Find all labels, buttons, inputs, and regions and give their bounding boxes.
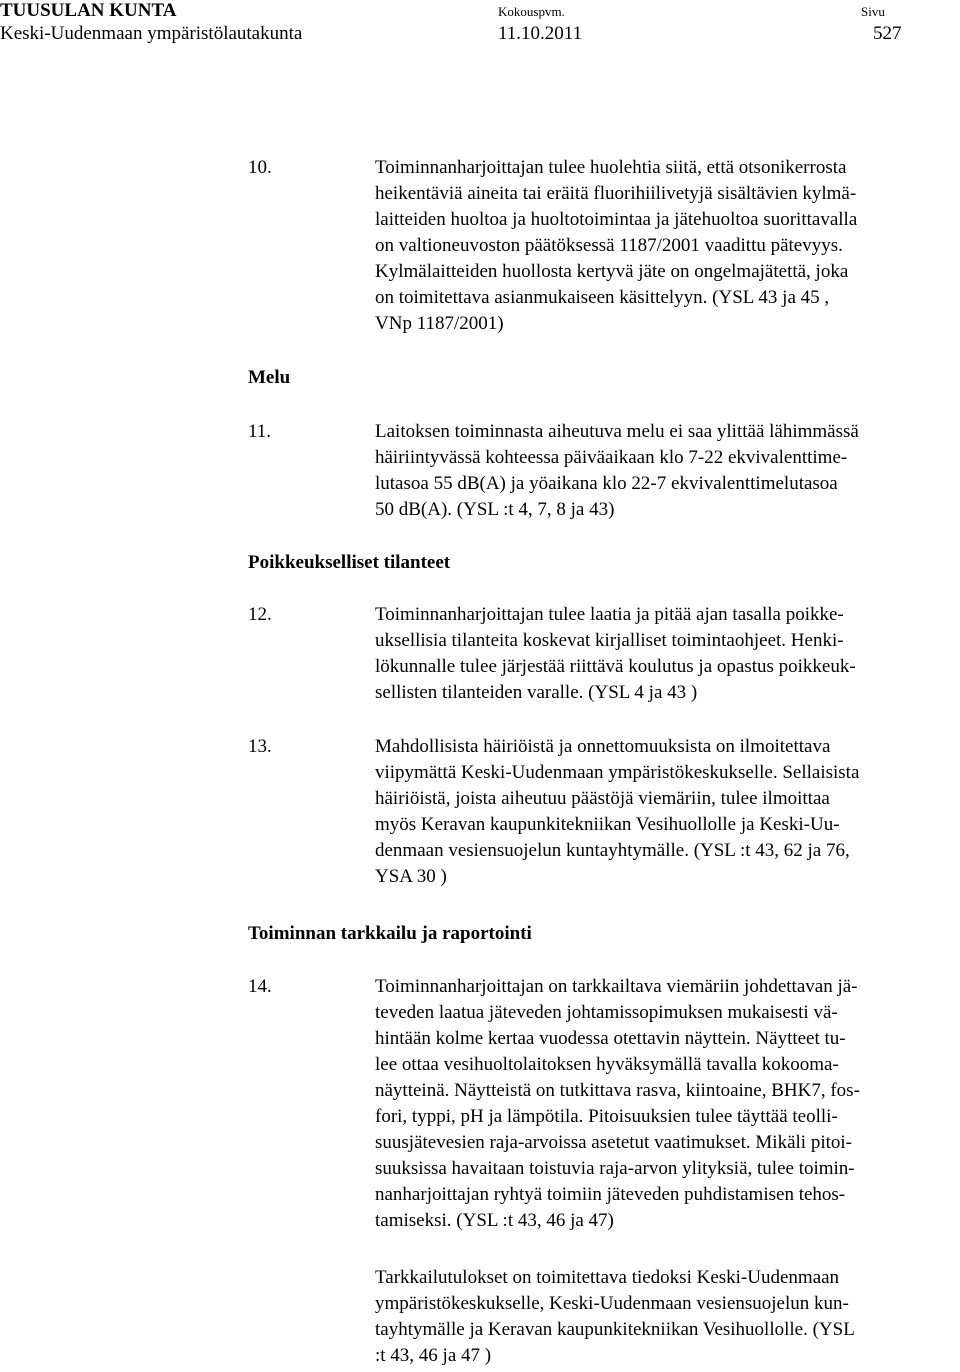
item-text-line: Kylmälaitteiden huollosta kertyvä jäte on ongelmajätettä, joka	[375, 261, 849, 282]
item-number: 11.	[248, 421, 272, 442]
section-heading: Toiminnan tarkkailu ja raportointi	[248, 923, 532, 944]
item-number: 14.	[248, 976, 272, 997]
page-number: 527	[873, 23, 902, 44]
item-text-line: näytteinä. Näytteistä on tutkittava rasva, kiintoaine, BHK7, fos-	[375, 1080, 860, 1101]
item-text-line: lee ottaa vesihuoltolaitoksen hyväksymällä tavalla kokooma-	[375, 1054, 839, 1075]
item-text-line: Toiminnanharjoittajan tulee huolehtia siitä, että otsonikerrosta	[375, 157, 847, 178]
item-text-line: denmaan vesiensuojelun kuntayhtymälle. (YSL :t 43, 62 ja 76,	[375, 840, 850, 861]
organization-name: TUUSULAN KUNTA	[0, 0, 177, 21]
paragraph-text-line: :t 43, 46 ja 47 )	[375, 1345, 492, 1366]
item-text-line: on toimitettava asianmukaiseen käsittelyyn. (YSL 43 ja 45 ,	[375, 287, 830, 308]
item-text-line: fori, typpi, pH ja lämpötila. Pitoisuuksien tulee täyttää teolli-	[375, 1106, 838, 1127]
item-number: 12.	[248, 604, 272, 625]
item-number: 10.	[248, 157, 272, 178]
item-text-line: suuksissa havaitaan toistuvia raja-arvon ylityksiä, tulee toimin-	[375, 1158, 855, 1179]
item-text-line: VNp 1187/2001)	[375, 313, 504, 334]
item-text-line: tamiseksi. (YSL :t 43, 46 ja 47)	[375, 1210, 614, 1231]
item-text-line: häiriöistä, joista aiheutuu päästöjä viemäriin, tulee ilmoittaa	[375, 788, 830, 809]
item-text-line: suusjätevesien raja-arvoissa asetetut vaatimukset. Mikäli pitoi-	[375, 1132, 852, 1153]
item-text-line: teveden laatua jäteveden johtamissopimuksen mukaisesti vä-	[375, 1002, 838, 1023]
section-heading: Poikkeukselliset tilanteet	[248, 552, 451, 573]
paragraph-text-line: Tarkkailutulokset on toimitettava tiedoksi Keski-Uudenmaan	[375, 1267, 840, 1288]
item-text-line: on valtioneuvoston päätöksessä 1187/2001 vaadittu pätevyys.	[375, 235, 843, 256]
item-text-line: laitteiden huoltoa ja huoltotoimintaa ja jätehuoltoa suorittavalla	[375, 209, 858, 230]
item-text-line: sellisten tilanteiden varalle. (YSL 4 ja 43 )	[375, 682, 698, 703]
item-text-line: uksellisia tilanteita koskevat kirjalliset toimintaohjeet. Henki-	[375, 630, 844, 651]
meeting-date: 11.10.2011	[498, 23, 583, 44]
item-number: 13.	[248, 736, 272, 757]
item-text-line: viipymättä Keski-Uudenmaan ympäristökeskukselle. Sellaisista	[375, 762, 860, 783]
section-heading: Melu	[248, 367, 291, 388]
item-text-line: Toiminnanharjoittajan on tarkkailtava viemäriin johdettavan jä-	[375, 976, 858, 997]
item-text-line: häiriintyvässä kohteessa päiväaikaan klo 7-22 ekvivalenttime-	[375, 447, 848, 468]
item-text-line: heikentäviä aineita tai eräitä fluorihiilivetyjä sisältävien kylmä-	[375, 183, 857, 204]
item-text-line: Laitoksen toiminnasta aiheutuva melu ei saa ylittää lähimmässä	[375, 421, 859, 442]
item-text-line: lutasoa 55 dB(A) ja yöaikana klo 22-7 ekvivalenttimelutasoa	[375, 473, 838, 494]
meeting-date-label: Kokouspvm.	[498, 4, 565, 19]
item-text-line: nanharjoittajan ryhtyä toimiin jäteveden puhdistamisen tehos-	[375, 1184, 846, 1205]
item-text-line: 50 dB(A). (YSL :t 4, 7, 8 ja 43)	[375, 499, 615, 520]
item-text-line: YSA 30 )	[375, 866, 447, 887]
item-text-line: Toiminnanharjoittajan tulee laatia ja pitää ajan tasalla poikke-	[375, 604, 844, 625]
item-text-line: hintään kolme kertaa vuodessa otettavin näyttein. Näytteet tu-	[375, 1028, 846, 1049]
paragraph-text-line: ympäristökeskukselle, Keski-Uudenmaan vesiensuojelun kun-	[375, 1293, 849, 1314]
item-text-line: Mahdollisista häiriöistä ja onnettomuuksista on ilmoitettava	[375, 736, 831, 757]
paragraph-text-line: tayhtymälle ja Keravan kaupunkitekniikan Vesihuollolle. (YSL	[375, 1319, 855, 1340]
item-text-line: lökunnalle tulee järjestää riittävä koulutus ja opastus poikkeuk-	[375, 656, 856, 677]
item-text-line: myös Keravan kaupunkitekniikan Vesihuollolle ja Keski-Uu-	[375, 814, 840, 835]
page-label: Sivu	[861, 4, 885, 19]
board-name: Keski-Uudenmaan ympäristölautakunta	[0, 23, 303, 44]
